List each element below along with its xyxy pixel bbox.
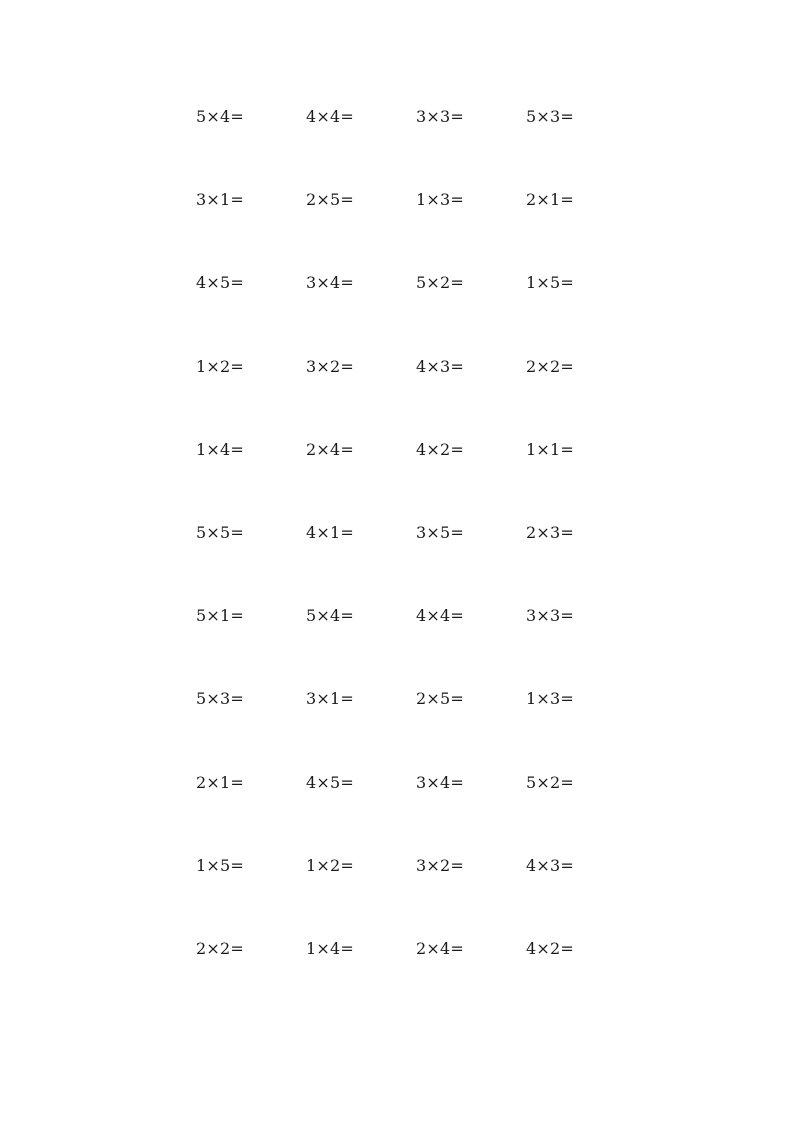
multiplication-problem: 1×4= (306, 938, 354, 958)
multiplication-problem: 1×5= (526, 273, 574, 293)
multiplication-problem: 3×3= (416, 107, 464, 126)
problem-row (196, 605, 636, 688)
multiplication-problem: 1×5= (196, 855, 244, 875)
multiplication-problem: 3×1= (196, 190, 244, 210)
multiplication-problem: 1×4= (196, 439, 244, 459)
multiplication-problem: 1×3= (526, 689, 574, 709)
multiplication-problem: 3×1= (306, 689, 354, 709)
multiplication-problem: 2×1= (526, 190, 574, 210)
problem-row (196, 356, 636, 439)
problem-row (196, 189, 636, 272)
multiplication-problem: 2×4= (306, 439, 354, 459)
problem-row (196, 106, 636, 189)
multiplication-problem: 2×2= (526, 356, 574, 376)
problem-row (196, 272, 636, 355)
multiplication-problem: 2×2= (196, 938, 244, 958)
multiplication-problem: 5×4= (196, 107, 244, 126)
problem-row (196, 938, 636, 1021)
multiplication-problem: 2×3= (526, 522, 574, 542)
multiplication-problem: 4×5= (196, 273, 244, 293)
multiplication-problem: 4×4= (306, 107, 354, 126)
multiplication-problem: 5×2= (526, 772, 574, 792)
multiplication-problem: 3×5= (416, 522, 464, 542)
problem-row (196, 855, 636, 938)
multiplication-problem: 2×5= (306, 190, 354, 210)
multiplication-problem: 1×3= (416, 190, 464, 210)
multiplication-problem: 4×2= (526, 938, 574, 958)
multiplication-problem: 4×1= (306, 522, 354, 542)
multiplication-problem: 5×3= (196, 689, 244, 709)
multiplication-problem: 5×2= (416, 273, 464, 293)
multiplication-problem: 4×3= (526, 855, 574, 875)
multiplication-problem: 1×2= (196, 356, 244, 376)
multiplication-problem: 1×2= (306, 855, 354, 875)
multiplication-problem: 2×5= (416, 689, 464, 709)
multiplication-problem: 3×3= (526, 606, 574, 626)
problem-grid (196, 106, 636, 1021)
multiplication-problem: 3×4= (306, 273, 354, 293)
problem-row (196, 522, 636, 605)
multiplication-problem: 3×2= (416, 855, 464, 875)
multiplication-problem: 4×2= (416, 439, 464, 459)
multiplication-problem: 5×5= (196, 522, 244, 542)
multiplication-problem: 4×4= (416, 606, 464, 626)
multiplication-problem: 2×1= (196, 772, 244, 792)
multiplication-problem: 3×4= (416, 772, 464, 792)
problem-row (196, 688, 636, 771)
problem-row (196, 772, 636, 855)
multiplication-problem: 4×3= (416, 356, 464, 376)
multiplication-problem: 5×1= (196, 606, 244, 626)
multiplication-problem: 5×4= (306, 606, 354, 626)
multiplication-problem: 1×1= (526, 439, 574, 459)
problem-row (196, 439, 636, 522)
multiplication-problem: 2×4= (416, 938, 464, 958)
multiplication-problem: 4×5= (306, 772, 354, 792)
multiplication-problem: 5×3= (526, 107, 574, 126)
multiplication-problem: 3×2= (306, 356, 354, 376)
